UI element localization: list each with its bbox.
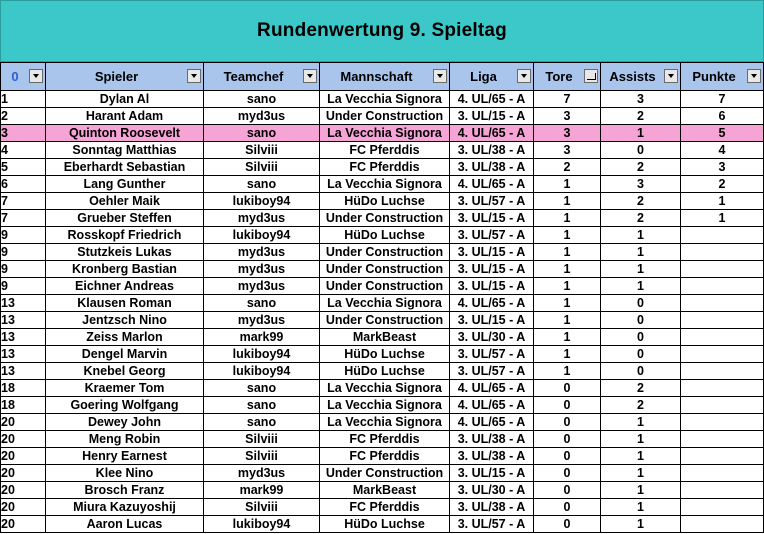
cell-spieler[interactable]: Dengel Marvin bbox=[46, 346, 204, 363]
cell-spieler[interactable]: Oehler Maik bbox=[46, 193, 204, 210]
cell-assists[interactable]: 0 bbox=[601, 363, 681, 380]
table-row bbox=[1, 108, 764, 125]
standings-table bbox=[0, 62, 764, 533]
cell-mannschaft[interactable]: HüDo Luchse bbox=[320, 193, 450, 210]
cell-rank[interactable]: 9 bbox=[1, 278, 46, 295]
table-row bbox=[1, 482, 764, 499]
cell-liga[interactable]: 3. UL/57 - A bbox=[450, 193, 534, 210]
cell-punkte[interactable]: 6 bbox=[681, 108, 764, 125]
cell-spieler[interactable]: Grueber Steffen bbox=[46, 210, 204, 227]
cell-assists[interactable]: 2 bbox=[601, 159, 681, 176]
cell-liga[interactable]: 3. UL/38 - A bbox=[450, 142, 534, 159]
cell-liga[interactable]: 4. UL/65 - A bbox=[450, 91, 534, 108]
cell-punkte[interactable]: 5 bbox=[681, 125, 764, 142]
cell-spieler[interactable]: Stutzkeis Lukas bbox=[46, 244, 204, 261]
cell-punkte[interactable] bbox=[681, 516, 764, 533]
cell-mannschaft[interactable]: Under Construction bbox=[320, 244, 450, 261]
table-row bbox=[1, 312, 764, 329]
cell-punkte[interactable] bbox=[681, 363, 764, 380]
cell-mannschaft[interactable]: HüDo Luchse bbox=[320, 227, 450, 244]
table-row bbox=[1, 142, 764, 159]
cell-tore[interactable]: 1 bbox=[534, 295, 601, 312]
cell-teamchef[interactable]: lukiboy94 bbox=[204, 346, 320, 363]
cell-spieler[interactable]: Jentzsch Nino bbox=[46, 312, 204, 329]
cell-spieler[interactable]: Klee Nino bbox=[46, 465, 204, 482]
cell-assists[interactable]: 0 bbox=[601, 329, 681, 346]
cell-tore[interactable]: 3 bbox=[534, 142, 601, 159]
cell-rank[interactable]: 20 bbox=[1, 482, 46, 499]
cell-assists[interactable]: 1 bbox=[601, 278, 681, 295]
cell-teamchef[interactable]: sano bbox=[204, 380, 320, 397]
cell-spieler[interactable]: Quinton Roosevelt bbox=[46, 125, 204, 142]
table-row bbox=[1, 431, 764, 448]
cell-tore[interactable]: 3 bbox=[534, 125, 601, 142]
table-row bbox=[1, 329, 764, 346]
cell-tore[interactable]: 3 bbox=[534, 108, 601, 125]
table-row bbox=[1, 499, 764, 516]
cell-liga[interactable]: 3. UL/57 - A bbox=[450, 227, 534, 244]
header-row bbox=[1, 63, 764, 91]
cell-rank[interactable]: 20 bbox=[1, 465, 46, 482]
cell-teamchef[interactable]: myd3us bbox=[204, 261, 320, 278]
cell-liga[interactable]: 3. UL/15 - A bbox=[450, 210, 534, 227]
cell-teamchef[interactable]: Silviii bbox=[204, 448, 320, 465]
cell-punkte[interactable] bbox=[681, 448, 764, 465]
table-row bbox=[1, 227, 764, 244]
cell-spieler[interactable]: Kronberg Bastian bbox=[46, 261, 204, 278]
cell-teamchef[interactable]: sano bbox=[204, 414, 320, 431]
cell-rank[interactable]: 7 bbox=[1, 193, 46, 210]
cell-punkte[interactable]: 1 bbox=[681, 210, 764, 227]
cell-rank[interactable]: 20 bbox=[1, 448, 46, 465]
cell-assists[interactable]: 1 bbox=[601, 261, 681, 278]
cell-spieler[interactable]: Zeiss Marlon bbox=[46, 329, 204, 346]
cell-tore[interactable]: 1 bbox=[534, 261, 601, 278]
cell-rank[interactable]: 4 bbox=[1, 142, 46, 159]
cell-liga[interactable]: 4. UL/65 - A bbox=[450, 176, 534, 193]
cell-mannschaft[interactable]: Under Construction bbox=[320, 108, 450, 125]
table-row bbox=[1, 159, 764, 176]
cell-mannschaft[interactable]: La Vecchia Signora bbox=[320, 91, 450, 108]
cell-liga[interactable]: 3. UL/38 - A bbox=[450, 159, 534, 176]
table-row bbox=[1, 261, 764, 278]
table-row bbox=[1, 193, 764, 210]
cell-mannschaft[interactable]: La Vecchia Signora bbox=[320, 295, 450, 312]
cell-rank[interactable]: 13 bbox=[1, 295, 46, 312]
cell-assists[interactable]: 0 bbox=[601, 142, 681, 159]
cell-mannschaft[interactable]: Under Construction bbox=[320, 278, 450, 295]
table-row bbox=[1, 91, 764, 108]
cell-assists[interactable]: 1 bbox=[601, 516, 681, 533]
cell-rank[interactable]: 13 bbox=[1, 312, 46, 329]
cell-mannschaft[interactable]: FC Pferddis bbox=[320, 499, 450, 516]
cell-mannschaft[interactable]: La Vecchia Signora bbox=[320, 380, 450, 397]
cell-punkte[interactable] bbox=[681, 346, 764, 363]
cell-liga[interactable]: 3. UL/15 - A bbox=[450, 465, 534, 482]
cell-teamchef[interactable]: lukiboy94 bbox=[204, 227, 320, 244]
cell-mannschaft[interactable]: FC Pferddis bbox=[320, 142, 450, 159]
cell-teamchef[interactable]: sano bbox=[204, 176, 320, 193]
cell-teamchef[interactable]: Silviii bbox=[204, 159, 320, 176]
cell-assists[interactable]: 3 bbox=[601, 91, 681, 108]
cell-assists[interactable]: 3 bbox=[601, 176, 681, 193]
header-liga-label: Liga bbox=[470, 69, 497, 84]
cell-teamchef[interactable]: sano bbox=[204, 91, 320, 108]
header-assists-label: Assists bbox=[609, 69, 656, 84]
cell-rank[interactable]: 9 bbox=[1, 227, 46, 244]
cell-assists[interactable]: 2 bbox=[601, 210, 681, 227]
cell-tore[interactable]: 0 bbox=[534, 465, 601, 482]
cell-teamchef[interactable]: Silviii bbox=[204, 431, 320, 448]
cell-spieler[interactable]: Lang Gunther bbox=[46, 176, 204, 193]
table-row bbox=[1, 397, 764, 414]
cell-rank[interactable]: 20 bbox=[1, 414, 46, 431]
cell-mannschaft[interactable]: La Vecchia Signora bbox=[320, 414, 450, 431]
title-bar bbox=[0, 0, 764, 62]
cell-spieler[interactable]: Brosch Franz bbox=[46, 482, 204, 499]
cell-liga[interactable]: 4. UL/65 - A bbox=[450, 397, 534, 414]
filter-dropdown-icon[interactable] bbox=[187, 69, 201, 83]
cell-teamchef[interactable]: myd3us bbox=[204, 312, 320, 329]
cell-mannschaft[interactable]: La Vecchia Signora bbox=[320, 176, 450, 193]
sort-descending-icon[interactable] bbox=[584, 69, 598, 83]
cell-punkte[interactable]: 4 bbox=[681, 142, 764, 159]
cell-rank[interactable]: 3 bbox=[1, 125, 46, 142]
cell-liga[interactable]: 4. UL/65 - A bbox=[450, 414, 534, 431]
header-punkte-label: Punkte bbox=[692, 69, 736, 84]
cell-liga[interactable]: 3. UL/30 - A bbox=[450, 329, 534, 346]
cell-mannschaft[interactable]: HüDo Luchse bbox=[320, 346, 450, 363]
cell-liga[interactable]: 4. UL/65 - A bbox=[450, 295, 534, 312]
filter-dropdown-icon[interactable] bbox=[29, 69, 43, 83]
cell-assists[interactable]: 1 bbox=[601, 244, 681, 261]
cell-assists[interactable]: 1 bbox=[601, 499, 681, 516]
cell-spieler[interactable]: Klausen Roman bbox=[46, 295, 204, 312]
cell-assists[interactable]: 1 bbox=[601, 414, 681, 431]
table-body bbox=[1, 91, 764, 533]
cell-mannschaft[interactable]: MarkBeast bbox=[320, 482, 450, 499]
cell-mannschaft[interactable]: FC Pferddis bbox=[320, 431, 450, 448]
cell-assists[interactable]: 2 bbox=[601, 380, 681, 397]
cell-tore[interactable]: 1 bbox=[534, 312, 601, 329]
cell-punkte[interactable] bbox=[681, 482, 764, 499]
cell-assists[interactable]: 1 bbox=[601, 448, 681, 465]
cell-spieler[interactable]: Aaron Lucas bbox=[46, 516, 204, 533]
cell-liga[interactable]: 4. UL/65 - A bbox=[450, 125, 534, 142]
table-row bbox=[1, 125, 764, 142]
cell-rank[interactable]: 5 bbox=[1, 159, 46, 176]
cell-spieler[interactable]: Eberhardt Sebastian bbox=[46, 159, 204, 176]
cell-liga[interactable]: 3. UL/57 - A bbox=[450, 363, 534, 380]
cell-spieler[interactable]: Meng Robin bbox=[46, 431, 204, 448]
cell-punkte[interactable]: 3 bbox=[681, 159, 764, 176]
cell-teamchef[interactable]: myd3us bbox=[204, 465, 320, 482]
cell-liga[interactable]: 3. UL/15 - A bbox=[450, 312, 534, 329]
cell-punkte[interactable] bbox=[681, 261, 764, 278]
header-spieler bbox=[46, 63, 204, 91]
cell-assists[interactable]: 2 bbox=[601, 108, 681, 125]
cell-tore[interactable]: 0 bbox=[534, 499, 601, 516]
cell-punkte[interactable] bbox=[681, 329, 764, 346]
cell-punkte[interactable] bbox=[681, 227, 764, 244]
cell-liga[interactable]: 3. UL/15 - A bbox=[450, 261, 534, 278]
cell-teamchef[interactable]: myd3us bbox=[204, 108, 320, 125]
cell-tore[interactable]: 1 bbox=[534, 210, 601, 227]
cell-rank[interactable]: 18 bbox=[1, 397, 46, 414]
cell-assists[interactable]: 1 bbox=[601, 227, 681, 244]
table-row bbox=[1, 176, 764, 193]
cell-tore[interactable]: 1 bbox=[534, 346, 601, 363]
cell-mannschaft[interactable]: Under Construction bbox=[320, 312, 450, 329]
cell-spieler[interactable]: Miura Kazuyoshij bbox=[46, 499, 204, 516]
table-row bbox=[1, 210, 764, 227]
table-row bbox=[1, 278, 764, 295]
cell-spieler[interactable]: Knebel Georg bbox=[46, 363, 204, 380]
filter-dropdown-icon[interactable] bbox=[433, 69, 447, 83]
filter-dropdown-icon[interactable] bbox=[747, 69, 761, 83]
cell-tore[interactable]: 0 bbox=[534, 431, 601, 448]
cell-teamchef[interactable]: Silviii bbox=[204, 499, 320, 516]
header-mannschaft-label: Mannschaft bbox=[340, 69, 413, 84]
cell-liga[interactable]: 3. UL/57 - A bbox=[450, 516, 534, 533]
cell-tore[interactable]: 7 bbox=[534, 91, 601, 108]
cell-assists[interactable]: 0 bbox=[601, 295, 681, 312]
cell-rank[interactable]: 9 bbox=[1, 244, 46, 261]
page-title: Rundenwertung 9. Spieltag bbox=[257, 20, 507, 41]
cell-rank[interactable]: 1 bbox=[1, 91, 46, 108]
cell-mannschaft[interactable]: La Vecchia Signora bbox=[320, 125, 450, 142]
cell-tore[interactable]: 0 bbox=[534, 482, 601, 499]
cell-tore[interactable]: 1 bbox=[534, 329, 601, 346]
cell-liga[interactable]: 3. UL/38 - A bbox=[450, 448, 534, 465]
cell-spieler[interactable]: Rosskopf Friedrich bbox=[46, 227, 204, 244]
cell-teamchef[interactable]: myd3us bbox=[204, 210, 320, 227]
header-liga bbox=[450, 63, 534, 91]
cell-teamchef[interactable]: lukiboy94 bbox=[204, 516, 320, 533]
cell-punkte[interactable] bbox=[681, 278, 764, 295]
cell-rank[interactable]: 13 bbox=[1, 329, 46, 346]
cell-rank[interactable]: 13 bbox=[1, 363, 46, 380]
cell-liga[interactable]: 3. UL/57 - A bbox=[450, 346, 534, 363]
filter-dropdown-icon[interactable] bbox=[517, 69, 531, 83]
cell-tore[interactable]: 0 bbox=[534, 380, 601, 397]
cell-rank[interactable]: 7 bbox=[1, 210, 46, 227]
cell-mannschaft[interactable]: FC Pferddis bbox=[320, 159, 450, 176]
cell-liga[interactable]: 3. UL/38 - A bbox=[450, 431, 534, 448]
cell-rank[interactable]: 13 bbox=[1, 346, 46, 363]
cell-rank[interactable]: 9 bbox=[1, 261, 46, 278]
filter-dropdown-icon[interactable] bbox=[303, 69, 317, 83]
header-teamchef-label: Teamchef bbox=[223, 69, 284, 84]
table-row bbox=[1, 516, 764, 533]
table-row bbox=[1, 244, 764, 261]
cell-liga[interactable]: 4. UL/65 - A bbox=[450, 380, 534, 397]
cell-liga[interactable]: 3. UL/15 - A bbox=[450, 278, 534, 295]
cell-assists[interactable]: 1 bbox=[601, 482, 681, 499]
cell-mannschaft[interactable]: Under Construction bbox=[320, 465, 450, 482]
cell-teamchef[interactable]: sano bbox=[204, 295, 320, 312]
cell-assists[interactable]: 1 bbox=[601, 431, 681, 448]
header-mannschaft bbox=[320, 63, 450, 91]
cell-mannschaft[interactable]: La Vecchia Signora bbox=[320, 397, 450, 414]
cell-mannschaft[interactable]: MarkBeast bbox=[320, 329, 450, 346]
table-row bbox=[1, 346, 764, 363]
cell-mannschaft[interactable]: HüDo Luchse bbox=[320, 363, 450, 380]
cell-tore[interactable]: 1 bbox=[534, 227, 601, 244]
cell-punkte[interactable] bbox=[681, 312, 764, 329]
cell-rank[interactable]: 20 bbox=[1, 516, 46, 533]
cell-rank[interactable]: 6 bbox=[1, 176, 46, 193]
table-row bbox=[1, 414, 764, 431]
header-tore bbox=[534, 63, 601, 91]
cell-teamchef[interactable]: sano bbox=[204, 125, 320, 142]
cell-liga[interactable]: 3. UL/38 - A bbox=[450, 499, 534, 516]
cell-rank[interactable]: 20 bbox=[1, 499, 46, 516]
cell-punkte[interactable] bbox=[681, 244, 764, 261]
header-spieler-label: Spieler bbox=[94, 69, 139, 84]
cell-assists[interactable]: 1 bbox=[601, 125, 681, 142]
cell-mannschaft[interactable]: FC Pferddis bbox=[320, 448, 450, 465]
cell-tore[interactable]: 1 bbox=[534, 278, 601, 295]
header-punkte bbox=[681, 63, 764, 91]
cell-tore[interactable]: 1 bbox=[534, 193, 601, 210]
cell-tore[interactable]: 2 bbox=[534, 159, 601, 176]
cell-teamchef[interactable]: mark99 bbox=[204, 329, 320, 346]
cell-punkte[interactable]: 1 bbox=[681, 193, 764, 210]
table-row bbox=[1, 295, 764, 312]
cell-assists[interactable]: 2 bbox=[601, 397, 681, 414]
cell-punkte[interactable] bbox=[681, 465, 764, 482]
cell-spieler[interactable]: Goering Wolfgang bbox=[46, 397, 204, 414]
cell-tore[interactable]: 1 bbox=[534, 176, 601, 193]
cell-tore[interactable]: 0 bbox=[534, 448, 601, 465]
cell-mannschaft[interactable]: Under Construction bbox=[320, 261, 450, 278]
cell-tore[interactable]: 0 bbox=[534, 516, 601, 533]
cell-liga[interactable]: 3. UL/30 - A bbox=[450, 482, 534, 499]
cell-mannschaft[interactable]: HüDo Luchse bbox=[320, 516, 450, 533]
table-row bbox=[1, 363, 764, 380]
cell-rank[interactable]: 20 bbox=[1, 431, 46, 448]
header-tore-label: Tore bbox=[545, 69, 573, 84]
cell-spieler[interactable]: Eichner Andreas bbox=[46, 278, 204, 295]
cell-rank[interactable]: 18 bbox=[1, 380, 46, 397]
cell-mannschaft[interactable]: Under Construction bbox=[320, 210, 450, 227]
header-rank-label: 0 bbox=[11, 69, 19, 84]
cell-punkte[interactable] bbox=[681, 295, 764, 312]
cell-punkte[interactable] bbox=[681, 397, 764, 414]
cell-assists[interactable]: 0 bbox=[601, 312, 681, 329]
table-row bbox=[1, 380, 764, 397]
cell-tore[interactable]: 1 bbox=[534, 363, 601, 380]
cell-teamchef[interactable]: myd3us bbox=[204, 278, 320, 295]
cell-teamchef[interactable]: mark99 bbox=[204, 482, 320, 499]
cell-teamchef[interactable]: lukiboy94 bbox=[204, 193, 320, 210]
cell-punkte[interactable]: 7 bbox=[681, 91, 764, 108]
header-assists bbox=[601, 63, 681, 91]
cell-teamchef[interactable]: myd3us bbox=[204, 244, 320, 261]
cell-assists[interactable]: 2 bbox=[601, 193, 681, 210]
cell-teamchef[interactable]: Silviii bbox=[204, 142, 320, 159]
header-rank bbox=[1, 63, 46, 91]
cell-teamchef[interactable]: sano bbox=[204, 397, 320, 414]
cell-tore[interactable]: 0 bbox=[534, 397, 601, 414]
cell-tore[interactable]: 1 bbox=[534, 244, 601, 261]
cell-assists[interactable]: 1 bbox=[601, 465, 681, 482]
cell-punkte[interactable] bbox=[681, 431, 764, 448]
cell-punkte[interactable] bbox=[681, 380, 764, 397]
cell-spieler[interactable]: Dylan Al bbox=[46, 91, 204, 108]
cell-spieler[interactable]: Dewey John bbox=[46, 414, 204, 431]
cell-teamchef[interactable]: lukiboy94 bbox=[204, 363, 320, 380]
filter-dropdown-icon[interactable] bbox=[664, 69, 678, 83]
table-row bbox=[1, 448, 764, 465]
cell-spieler[interactable]: Sonntag Matthias bbox=[46, 142, 204, 159]
cell-punkte[interactable] bbox=[681, 499, 764, 516]
cell-liga[interactable]: 3. UL/15 - A bbox=[450, 108, 534, 125]
cell-punkte[interactable]: 2 bbox=[681, 176, 764, 193]
header-teamchef bbox=[204, 63, 320, 91]
cell-punkte[interactable] bbox=[681, 414, 764, 431]
table-row bbox=[1, 465, 764, 482]
cell-spieler[interactable]: Henry Earnest bbox=[46, 448, 204, 465]
cell-spieler[interactable]: Harant Adam bbox=[46, 108, 204, 125]
cell-tore[interactable]: 0 bbox=[534, 414, 601, 431]
cell-spieler[interactable]: Kraemer Tom bbox=[46, 380, 204, 397]
cell-liga[interactable]: 3. UL/15 - A bbox=[450, 244, 534, 261]
cell-rank[interactable]: 2 bbox=[1, 108, 46, 125]
cell-assists[interactable]: 0 bbox=[601, 346, 681, 363]
